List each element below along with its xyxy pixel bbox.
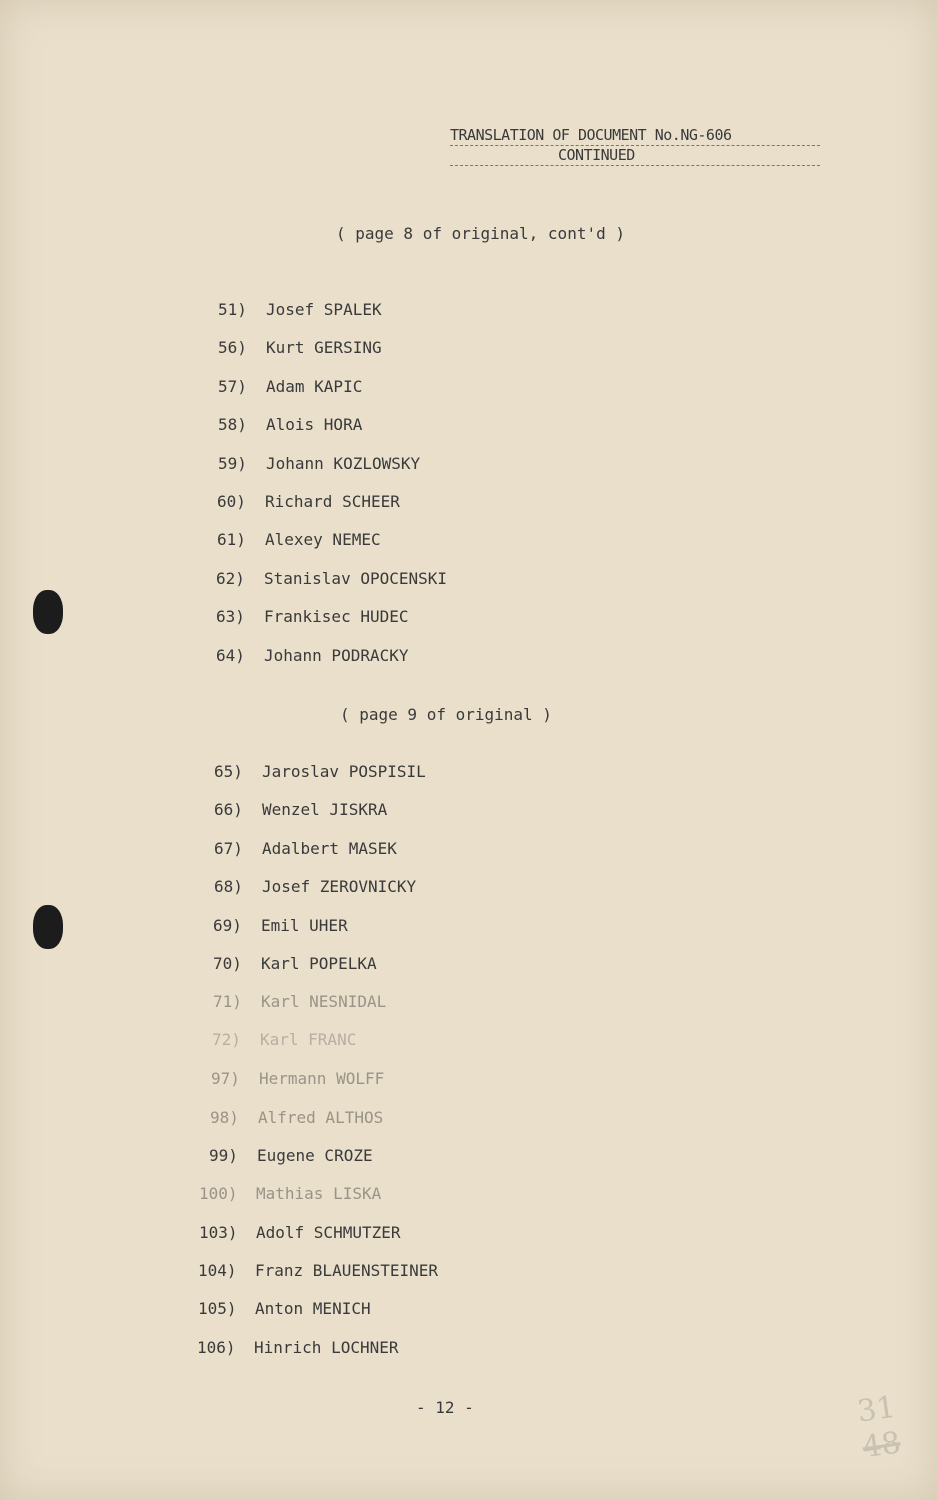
entry-name: Karl POPELKA [261,954,377,973]
entry-name: Hermann WOLFF [259,1069,385,1088]
entry-number: 100) [199,1184,238,1203]
page-number: - 12 - [416,1398,474,1417]
entry-name: Alexey NEMEC [265,530,381,549]
entry-number: 103) [199,1223,238,1242]
list-item [216,569,447,589]
entry-number: 97) [211,1069,240,1088]
list-item [214,762,426,782]
entry-number: 61) [217,530,246,549]
entry-number: 98) [210,1108,239,1127]
margin-annotation-top: 31 [855,1389,898,1430]
entry-name: Karl NESNIDAL [261,992,387,1011]
list-item [197,1338,399,1358]
entry-number: 57) [218,377,247,396]
entry-number: 66) [214,800,243,819]
entry-name: Stanislav OPOCENSKI [264,569,448,588]
punch-hole-bottom [33,905,63,949]
entry-number: 72) [212,1030,241,1049]
entry-number: 70) [213,954,242,973]
entry-name: Alfred ALTHOS [258,1108,384,1127]
entry-name: Adalbert MASEK [262,839,397,858]
entry-number: 68) [214,877,243,896]
entry-name: Josef SPALEK [266,300,382,319]
document-header [450,126,820,166]
list-item [214,800,387,820]
margin-annotation [855,1390,903,1467]
list-item [217,530,381,550]
entry-name: Adolf SCHMUTZER [256,1223,401,1242]
entry-number: 64) [216,646,245,665]
entry-number: 58) [218,415,247,434]
entry-number: 51) [218,300,247,319]
entry-number: 59) [218,454,247,473]
entry-name: Alois HORA [266,415,363,434]
entry-name: Adam KAPIC [266,377,363,396]
section-title-page-8: ( page 8 of original, cont'd ) [336,224,625,243]
punch-hole-top [33,590,63,634]
entry-name: Johann KOZLOWSKY [266,454,421,473]
entry-name: Hinrich LOCHNER [254,1338,399,1357]
list-item [198,1261,438,1281]
list-item [217,492,400,512]
list-item [209,1146,373,1166]
entry-number: 67) [214,839,243,858]
entry-number: 56) [218,338,247,357]
entry-name: Jaroslav POSPISIL [262,762,426,781]
list-item [199,1223,401,1243]
list-item [218,377,362,397]
entry-name: Karl FRANC [260,1030,357,1049]
list-item [199,1184,381,1204]
entry-name: Josef ZEROVNICKY [262,877,417,896]
entry-number: 71) [213,992,242,1011]
entry-name: Wenzel JISKRA [262,800,388,819]
list-item [211,1069,384,1089]
entry-name: Frankisec HUDEC [264,607,409,626]
document-subtitle: CONTINUED [450,146,820,166]
entry-name: Eugene CROZE [257,1146,373,1165]
entry-number: 60) [217,492,246,511]
entry-number: 63) [216,607,245,626]
entry-number: 106) [197,1338,236,1357]
margin-annotation-bottom: 48 [860,1425,903,1466]
entry-number: 65) [214,762,243,781]
list-item [218,415,362,435]
list-item [216,607,409,627]
list-item [218,338,382,358]
entry-name: Richard SCHEER [265,492,400,511]
list-item [213,992,386,1012]
entry-number: 104) [198,1261,237,1280]
entry-number: 99) [209,1146,238,1165]
list-item [198,1299,371,1319]
list-item [214,877,416,897]
entry-name: Mathias LISKA [256,1184,382,1203]
list-item [218,300,382,320]
list-item [212,1030,356,1050]
list-item [216,646,409,666]
document-title: TRANSLATION OF DOCUMENT No.NG-606 [450,126,820,146]
entry-number: 69) [213,916,242,935]
list-item [213,916,348,936]
entry-name: Anton MENICH [255,1299,371,1318]
list-item [214,839,397,859]
entry-name: Kurt GERSING [266,338,382,357]
entry-name: Emil UHER [261,916,348,935]
entry-number: 105) [198,1299,237,1318]
section-title-page-9: ( page 9 of original ) [340,705,552,724]
entry-number: 62) [216,569,245,588]
list-item [210,1108,383,1128]
list-item [213,954,377,974]
entry-name: Johann PODRACKY [264,646,409,665]
entry-name: Franz BLAUENSTEINER [255,1261,439,1280]
list-item [218,454,420,474]
